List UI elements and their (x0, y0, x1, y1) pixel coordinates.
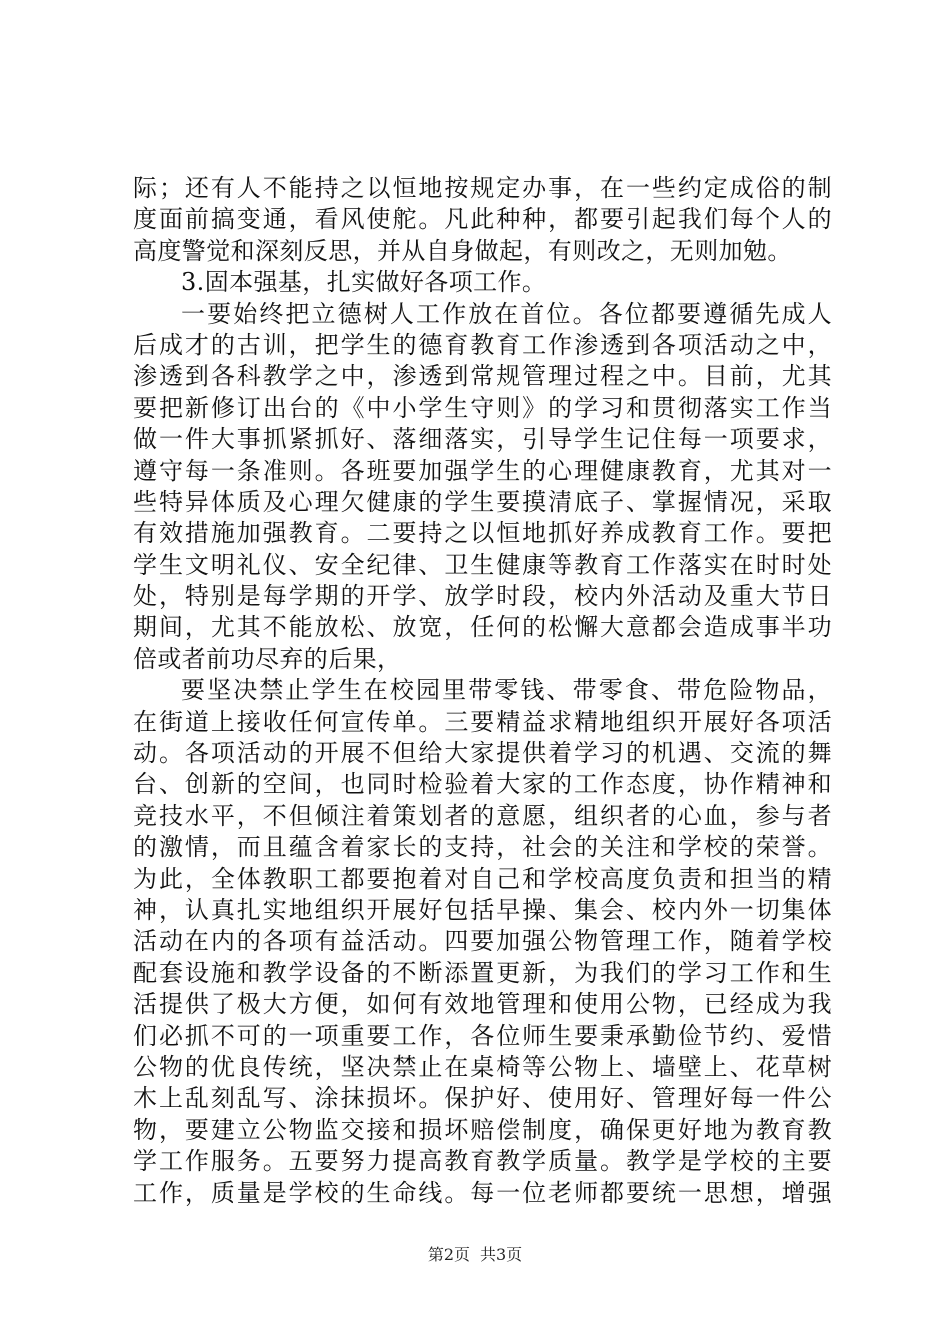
text-line: 工作，质量是学校的生命线。每一位老师都要统一思想，增强 (133, 1178, 832, 1207)
text-line: 遵守每一条准则。各班要加强学生的心理健康教育，尤其对一 (133, 456, 832, 485)
text-line: 物，要建立公物监交接和损坏赔偿制度，确保更好地为教育教 (133, 1115, 832, 1144)
text-line: 竞技水平，不但倾注着策划者的意愿，组织者的心血，参与者 (133, 801, 832, 830)
page-footer (0, 1242, 950, 1265)
document-body (133, 173, 832, 1209)
text-line: 倍或者前功尽弃的后果， (133, 644, 402, 673)
text-line: 木上乱刻乱写、涂抹损坏。保护好、使用好、管理好每一件公 (133, 1084, 832, 1113)
text-line: 高度警觉和深刻反思，并从自身做起，有则改之，无则加勉。 (133, 236, 792, 265)
text-line: 的激情，而且蕴含着家长的支持，社会的关注和学校的荣誉。 (133, 833, 832, 862)
text-line: 动。各项活动的开展不但给大家提供着学习的机遇、交流的舞 (133, 739, 832, 768)
text-line: 台、创新的空间，也同时检验着大家的工作态度，协作精神和 (133, 770, 832, 799)
text-line: 要把新修订出台的《中小学生守则》的学习和贯彻落实工作当 (133, 393, 832, 422)
text-line: 要坚决禁止学生在校园里带零钱、带零食、带危险物品， (181, 676, 832, 705)
text-line: 活动在内的各项有益活动。四要加强公物管理工作，随着学校 (133, 927, 832, 956)
text-line: 为此，全体教职工都要抱着对自己和学校高度负责和担当的精 (133, 864, 832, 893)
text-line: 做一件大事抓紧抓好、落细落实，引导学生记住每一项要求， (133, 425, 832, 454)
text-line: 后成才的古训，把学生的德育教育工作渗透到各项活动之中， (133, 330, 832, 359)
page-total: 共3页 (480, 1245, 523, 1264)
text-line: 在街道上接收任何宣传单。三要精益求精地组织开展好各项活 (133, 707, 832, 736)
text-line: 们必抓不可的一项重要工作，各位师生要秉承勤俭节约、爱惜 (133, 1021, 832, 1050)
text-line: 渗透到各科教学之中，渗透到常规管理过程之中。目前，尤其 (133, 362, 832, 391)
text-line: 期间，尤其不能放松、放宽，任何的松懈大意都会造成事半功 (133, 613, 832, 642)
text-line: 公物的优良传统，坚决禁止在桌椅等公物上、墙壁上、花草树 (133, 1052, 832, 1081)
text-line: 一要始终把立德树人工作放在首位。各位都要遵循先成人 (181, 299, 832, 328)
text-line: 些特异体质及心理欠健康的学生要摸清底子、掌握情况，采取 (133, 487, 832, 516)
page-number: 第2页 (427, 1245, 470, 1264)
section-heading: 3.固本强基，扎实做好各项工作。 (181, 268, 547, 297)
text-line: 度面前搞变通，看风使舵。凡此种种，都要引起我们每个人的 (133, 205, 832, 234)
text-line: 际；还有人不能持之以恒地按规定办事，在一些约定成俗的制 (133, 174, 832, 202)
text-line: 学生文明礼仪、安全纪律、卫生健康等教育工作落实在时时处 (133, 550, 832, 579)
text-line: 配套设施和教学设备的不断添置更新，为我们的学习工作和生 (133, 958, 832, 987)
text-line: 学工作服务。五要努力提高教育教学质量。教学是学校的主要 (133, 1147, 832, 1176)
text-line: 神，认真扎实地组织开展好包括早操、集会、校内外一切集体 (133, 895, 832, 924)
text-line: 活提供了极大方便，如何有效地管理和使用公物，已经成为我 (133, 990, 832, 1019)
text-line: 处，特别是每学期的开学、放学时段，校内外活动及重大节日 (133, 582, 832, 611)
text-line: 有效措施加强教育。二要持之以恒地抓好养成教育工作。要把 (133, 519, 832, 548)
